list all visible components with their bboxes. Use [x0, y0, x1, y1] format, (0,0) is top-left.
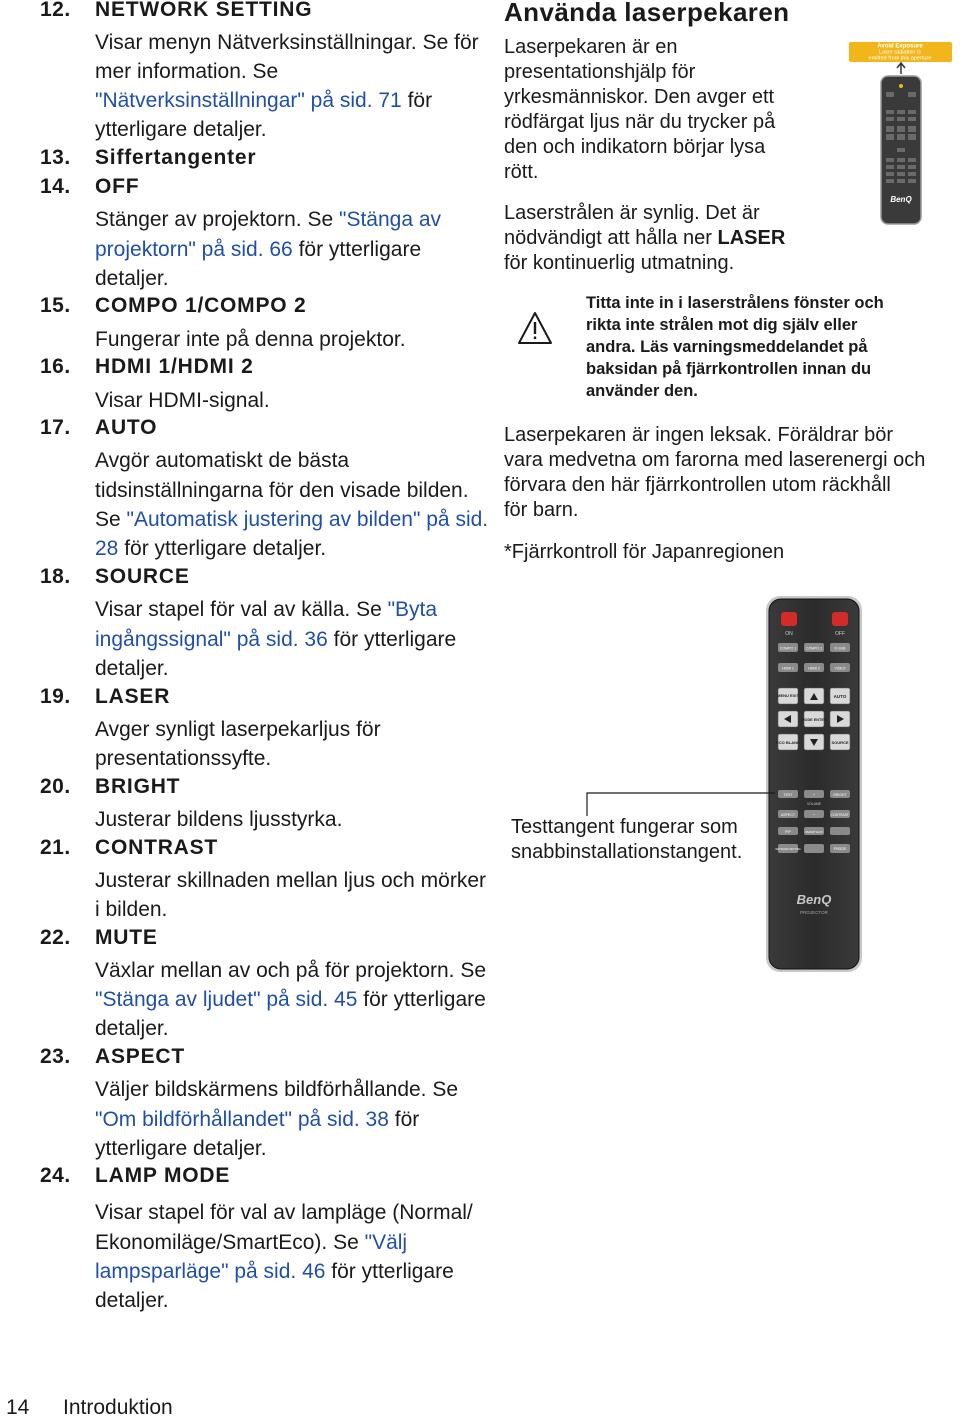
- item-heading: OFF: [95, 175, 140, 198]
- warning-line: andra. Läs varningsmeddelandet på: [586, 338, 868, 356]
- toy-line: vara medvetna om farorna med laserenergi och: [504, 449, 926, 471]
- cross-reference-link[interactable]: projektorn" på sid. 66: [95, 238, 293, 261]
- pip-key: PIP: [785, 830, 791, 834]
- warning-line: använder den.: [586, 382, 698, 400]
- item-heading: CONTRAST: [95, 836, 219, 859]
- description-text: detaljer.: [95, 1289, 169, 1312]
- description-text: ytterligare detaljer.: [95, 118, 267, 141]
- item-number: 22.: [40, 926, 71, 949]
- description-text: presentationssyfte.: [95, 747, 272, 770]
- laser-warning: [586, 292, 956, 402]
- description-text: Väljer bildskärmens bildförhållande. Se: [95, 1078, 459, 1101]
- item-description-line: [95, 1014, 169, 1043]
- plus-icon: +: [812, 792, 816, 797]
- laser-label-line: emitted from this aperture: [868, 55, 932, 62]
- description-text: för ytterligare: [327, 628, 457, 651]
- intro-line: rödfärgat ljus när du trycker på: [504, 111, 776, 133]
- item-heading: NETWORK SETTING: [95, 0, 313, 21]
- item-description-line: [95, 235, 421, 264]
- item-number: 18.: [40, 565, 71, 588]
- visibility-line-text: nödvändigt att hålla ner: [504, 227, 718, 249]
- item-description-line: [95, 956, 486, 985]
- item-description-line: [95, 264, 169, 293]
- intro-paragraph: [504, 35, 824, 185]
- description-text: Ekonomiläge/SmartEco). Se: [95, 1231, 365, 1254]
- hdmi1-key: HDMI 1: [782, 666, 794, 671]
- item-description-line: [95, 534, 326, 563]
- footer-section: Introduktion: [63, 1396, 173, 1419]
- description-text: Justerar skillnaden mellan ljus och mörker: [95, 869, 486, 892]
- description-text: för ytterligare: [292, 238, 422, 261]
- eco-blank-key: ECO BLANK: [776, 740, 800, 745]
- item-heading: Siffertangenter: [95, 146, 257, 169]
- item-description-line: [95, 1286, 169, 1315]
- small-remote-logo: BenQ: [890, 195, 912, 204]
- cross-reference-link[interactable]: "Nätverksinställningar" på sid. 71: [95, 89, 402, 112]
- freeze-key: FREEZE: [833, 847, 847, 851]
- description-text: Visar HDMI-signal.: [95, 389, 270, 412]
- description-text: tidsinställningarna för den visade bilden.: [95, 479, 469, 502]
- warning-line: rikta inte strålen mot dig själv eller: [586, 316, 858, 334]
- test-key-callout: [511, 815, 742, 865]
- item-number: 24.: [40, 1164, 71, 1187]
- off-label: OFF: [835, 631, 845, 637]
- item-number: 17.: [40, 416, 71, 439]
- description-text: detaljer.: [95, 657, 169, 680]
- item-heading: HDMI 1/HDMI 2: [95, 355, 254, 378]
- laser-label-line: Laser radiation is: [879, 49, 921, 56]
- description-text: för ytterligare: [325, 1260, 454, 1283]
- description-text: för: [401, 89, 433, 112]
- description-text: Växlar mellan av och på för projektorn. Se: [95, 959, 487, 982]
- item-number: 14.: [40, 175, 71, 198]
- item-number: 19.: [40, 685, 71, 708]
- description-text: för: [388, 1108, 420, 1131]
- toy-line: förvara den här fjärrkontrollen utom räckhåll: [504, 474, 891, 496]
- item-description-line: [95, 115, 267, 144]
- bright-key: BRIGHT: [833, 793, 847, 797]
- laser-label-line: Avoid Exposure: [877, 43, 923, 50]
- intro-line: den och indikatorn börjar lysa: [504, 136, 766, 158]
- description-text: Visar stapel för val av källa. Se: [95, 598, 388, 621]
- toy-line: för barn.: [504, 499, 579, 521]
- callout-line: Testtangent fungerar som: [511, 816, 738, 838]
- compo1-key: COMPO 1: [779, 646, 797, 651]
- item-description-line: [95, 1228, 407, 1257]
- visibility-paragraph: [504, 201, 834, 276]
- video-key: VIDEO: [834, 666, 846, 671]
- network-key: NETWORK SETTING: [775, 848, 801, 851]
- callout-line: snabbinstallationstangent.: [511, 841, 743, 863]
- item-description-line: [95, 86, 432, 115]
- intro-line: presentationshjälp för: [504, 61, 696, 83]
- item-description-line: [95, 1198, 473, 1227]
- source-key: SOURCE: [831, 740, 849, 745]
- description-text: för ytterligare detaljer.: [118, 537, 327, 560]
- item-description-line: [95, 895, 167, 924]
- item-description-line: [95, 325, 406, 354]
- item-heading: SOURCE: [95, 565, 190, 588]
- item-number: 16.: [40, 355, 71, 378]
- item-heading: ASPECT: [95, 1045, 185, 1068]
- power-off-button: [832, 612, 848, 626]
- description-text: detaljer.: [95, 1017, 169, 1040]
- auto-key: AUTO: [833, 694, 847, 699]
- item-description-line: [95, 866, 486, 895]
- item-description-line: [95, 205, 441, 234]
- cross-reference-link[interactable]: lampsparläge" på sid. 46: [95, 1260, 326, 1283]
- item-number: 13.: [40, 146, 71, 169]
- item-description-line: [95, 715, 381, 744]
- warning-line: Titta inte in i laserstrålens fönster och: [586, 294, 884, 312]
- item-heading: MUTE: [95, 926, 158, 949]
- description-text: mer information. Se: [95, 60, 279, 83]
- item-description-line: [95, 744, 271, 773]
- toy-paragraph: [504, 423, 954, 523]
- description-text: Se: [95, 508, 127, 531]
- item-description-line: [95, 595, 437, 624]
- intro-line: rött.: [504, 161, 539, 183]
- visibility-line: [504, 226, 834, 251]
- description-text: Visar menyn Nätverksinställningar. Se för: [95, 31, 479, 54]
- item-heading: LASER: [95, 685, 171, 708]
- item-description-line: [95, 625, 456, 654]
- cross-reference-link[interactable]: "Välj: [364, 1231, 408, 1254]
- aspect-key: ASPECT: [780, 813, 796, 817]
- description-text: i bilden.: [95, 898, 168, 921]
- dsub-key: D-SUB: [834, 646, 846, 651]
- description-text: detaljer.: [95, 267, 169, 290]
- description-text: Avgör automatiskt de bästa: [95, 449, 350, 472]
- item-description-line: [95, 805, 342, 834]
- item-description-line: [95, 28, 479, 57]
- power-on-button: [781, 612, 797, 626]
- remote-laser-illustration: [848, 40, 954, 226]
- item-number: 23.: [40, 1045, 71, 1068]
- description-text: för ytterligare: [357, 988, 486, 1011]
- item-description-line: [95, 476, 469, 505]
- cross-reference-link[interactable]: ingångssignal" på sid. 36: [95, 628, 328, 651]
- compo2-key: COMPO 2: [805, 646, 823, 651]
- description-text: Stänger av projektorn. Se: [95, 208, 339, 231]
- item-number: 21.: [40, 836, 71, 859]
- item-heading: AUTO: [95, 416, 158, 439]
- volume-label: VOLUME: [807, 802, 821, 806]
- page-number: 14: [6, 1396, 30, 1419]
- item-heading: LAMP MODE: [95, 1164, 231, 1187]
- smarteco-key: SMART ECO: [805, 830, 823, 834]
- hdmi2-key: HDMI 2: [808, 666, 820, 671]
- mode-key: MODE ENTER: [801, 718, 827, 722]
- visibility-line: för kontinuerlig utmatning.: [504, 252, 735, 274]
- item-description-line: [95, 1105, 419, 1134]
- contrast-key: CONTRAST: [831, 813, 849, 817]
- menu-key: MENU EXIT: [777, 693, 799, 698]
- item-description-line: [95, 654, 169, 683]
- description-text: Justerar bildens ljusstyrka.: [95, 808, 343, 831]
- cross-reference-link[interactable]: "Byta: [387, 598, 438, 621]
- description-text: Visar stapel för val av lampläge (Normal/: [95, 1201, 473, 1224]
- item-number: 20.: [40, 775, 71, 798]
- minus-icon: −: [812, 812, 816, 817]
- toy-line: Laserpekaren är ingen leksak. Föräldrar bör: [504, 424, 894, 446]
- item-description-line: [95, 1075, 458, 1104]
- description-text: Avger synligt laserpekarljus för: [95, 718, 381, 741]
- item-number: 12.: [40, 0, 71, 21]
- cross-reference-link[interactable]: "Automatisk justering av bilden" på sid.: [126, 508, 489, 531]
- item-description-line: [95, 446, 349, 475]
- item-description-line: [95, 985, 486, 1014]
- section-title: Använda laserpekaren: [504, 0, 790, 27]
- benq-logo: BenQ: [796, 892, 832, 907]
- item-number: 15.: [40, 294, 71, 317]
- visibility-line: Laserstrålen är synlig. Det är: [504, 202, 760, 224]
- description-text: ytterligare detaljer.: [95, 1137, 267, 1160]
- laser-keyword: LASER: [717, 227, 786, 249]
- item-description-line: [95, 386, 270, 415]
- japan-note: *Fjärrkontroll för Japanregionen: [504, 541, 785, 563]
- test-key: TEST: [783, 793, 793, 797]
- item-description-line: [95, 1134, 267, 1163]
- projector-label: PROJECTOR: [800, 910, 828, 915]
- item-description-line: [95, 57, 278, 86]
- cross-reference-link[interactable]: "Stänga av ljudet" på sid. 45: [95, 988, 358, 1011]
- item-description-line: [95, 1257, 454, 1286]
- item-heading: COMPO 1/COMPO 2: [95, 294, 307, 317]
- description-text: Fungerar inte på denna projektor.: [95, 328, 406, 351]
- item-heading: BRIGHT: [95, 775, 181, 798]
- remote-japan-illustration: [764, 594, 864, 974]
- warning-icon: [517, 311, 553, 345]
- item-description-line: [95, 505, 488, 534]
- cross-reference-link[interactable]: "Om bildförhållandet" på sid. 38: [95, 1108, 389, 1131]
- intro-line: yrkesmänniskor. Den avger ett: [504, 86, 775, 108]
- intro-line: Laserpekaren är en: [504, 36, 678, 58]
- warning-line: baksidan på fjärrkontrollen innan du: [586, 360, 872, 378]
- on-label: ON: [785, 631, 793, 637]
- cross-reference-link[interactable]: 28: [95, 537, 119, 560]
- cross-reference-link[interactable]: "Stänga av: [338, 208, 442, 231]
